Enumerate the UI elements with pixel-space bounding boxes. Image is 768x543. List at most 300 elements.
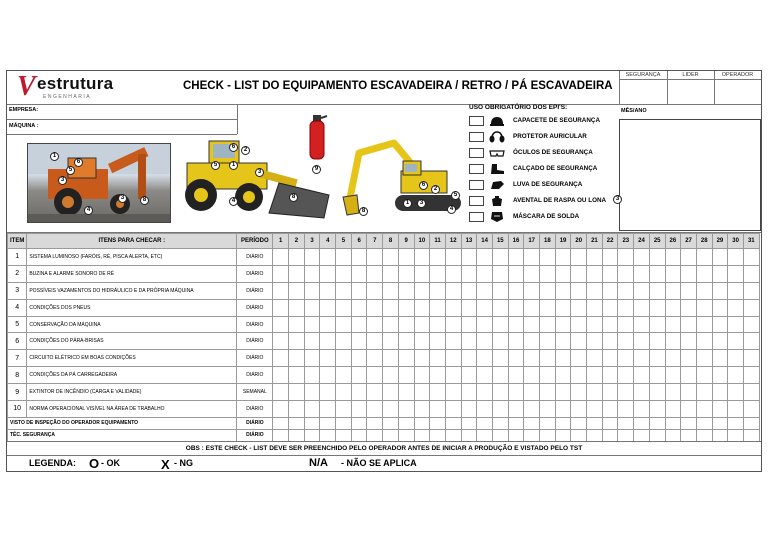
day-cell[interactable]: [728, 333, 744, 350]
day-cell[interactable]: [273, 249, 289, 266]
signature-field-lider[interactable]: [668, 80, 713, 103]
day-cell[interactable]: [414, 417, 430, 429]
day-cell[interactable]: [304, 249, 320, 266]
day-cell[interactable]: [524, 316, 540, 333]
day-cell[interactable]: [524, 282, 540, 299]
day-cell[interactable]: [430, 282, 446, 299]
day-cell[interactable]: [367, 367, 383, 384]
day-cell[interactable]: [304, 316, 320, 333]
day-cell[interactable]: [571, 401, 587, 418]
day-cell[interactable]: [445, 299, 461, 316]
day-cell[interactable]: [665, 417, 681, 429]
day-cell[interactable]: [367, 299, 383, 316]
day-cell[interactable]: [634, 299, 650, 316]
day-cell[interactable]: [398, 429, 414, 441]
day-cell[interactable]: [445, 429, 461, 441]
day-cell[interactable]: [587, 417, 603, 429]
day-cell[interactable]: [336, 333, 352, 350]
day-cell[interactable]: [398, 316, 414, 333]
day-cell[interactable]: [273, 429, 289, 441]
day-cell[interactable]: [602, 265, 618, 282]
epi-checkbox-luva[interactable]: [469, 180, 484, 190]
day-cell[interactable]: [649, 429, 665, 441]
day-cell[interactable]: [618, 384, 634, 401]
day-cell[interactable]: [430, 316, 446, 333]
day-cell[interactable]: [273, 350, 289, 367]
day-cell[interactable]: [351, 265, 367, 282]
day-cell[interactable]: [508, 282, 524, 299]
day-cell[interactable]: [477, 299, 493, 316]
day-cell[interactable]: [273, 299, 289, 316]
day-cell[interactable]: [383, 333, 399, 350]
day-cell[interactable]: [273, 401, 289, 418]
day-cell[interactable]: [367, 316, 383, 333]
day-cell[interactable]: [634, 401, 650, 418]
day-cell[interactable]: [461, 429, 477, 441]
day-cell[interactable]: [743, 299, 759, 316]
day-cell[interactable]: [477, 333, 493, 350]
day-cell[interactable]: [634, 316, 650, 333]
day-cell[interactable]: [571, 417, 587, 429]
day-cell[interactable]: [665, 265, 681, 282]
day-cell[interactable]: [618, 282, 634, 299]
day-cell[interactable]: [477, 429, 493, 441]
day-cell[interactable]: [492, 299, 508, 316]
day-cell[interactable]: [587, 265, 603, 282]
day-cell[interactable]: [383, 350, 399, 367]
day-cell[interactable]: [430, 429, 446, 441]
day-cell[interactable]: [618, 249, 634, 266]
day-cell[interactable]: [634, 282, 650, 299]
day-cell[interactable]: [728, 316, 744, 333]
day-cell[interactable]: [696, 282, 712, 299]
day-cell[interactable]: [728, 401, 744, 418]
day-cell[interactable]: [508, 367, 524, 384]
day-cell[interactable]: [681, 350, 697, 367]
day-cell[interactable]: [524, 299, 540, 316]
day-cell[interactable]: [618, 316, 634, 333]
day-cell[interactable]: [743, 417, 759, 429]
day-cell[interactable]: [508, 417, 524, 429]
day-cell[interactable]: [696, 384, 712, 401]
day-cell[interactable]: [524, 367, 540, 384]
day-cell[interactable]: [696, 429, 712, 441]
day-cell[interactable]: [681, 333, 697, 350]
day-cell[interactable]: [540, 282, 556, 299]
day-cell[interactable]: [634, 249, 650, 266]
day-cell[interactable]: [571, 316, 587, 333]
day-cell[interactable]: [555, 299, 571, 316]
day-cell[interactable]: [351, 316, 367, 333]
day-cell[interactable]: [524, 417, 540, 429]
day-cell[interactable]: [430, 265, 446, 282]
signature-field-seguranca[interactable]: [620, 80, 666, 103]
day-cell[interactable]: [398, 401, 414, 418]
day-cell[interactable]: [492, 384, 508, 401]
day-cell[interactable]: [602, 282, 618, 299]
day-cell[interactable]: [492, 249, 508, 266]
day-cell[interactable]: [696, 401, 712, 418]
day-cell[interactable]: [587, 384, 603, 401]
day-cell[interactable]: [320, 350, 336, 367]
day-cell[interactable]: [367, 249, 383, 266]
day-cell[interactable]: [602, 333, 618, 350]
day-cell[interactable]: [273, 316, 289, 333]
day-cell[interactable]: [712, 299, 728, 316]
day-cell[interactable]: [508, 316, 524, 333]
day-cell[interactable]: [461, 299, 477, 316]
day-cell[interactable]: [430, 384, 446, 401]
day-cell[interactable]: [649, 333, 665, 350]
day-cell[interactable]: [540, 333, 556, 350]
day-cell[interactable]: [728, 282, 744, 299]
day-cell[interactable]: [540, 265, 556, 282]
day-cell[interactable]: [273, 282, 289, 299]
day-cell[interactable]: [634, 429, 650, 441]
epi-checkbox-capacete[interactable]: [469, 116, 484, 126]
day-cell[interactable]: [289, 316, 305, 333]
day-cell[interactable]: [555, 401, 571, 418]
day-cell[interactable]: [445, 417, 461, 429]
day-cell[interactable]: [602, 417, 618, 429]
day-cell[interactable]: [320, 367, 336, 384]
day-cell[interactable]: [445, 350, 461, 367]
day-cell[interactable]: [728, 299, 744, 316]
day-cell[interactable]: [571, 384, 587, 401]
day-cell[interactable]: [492, 429, 508, 441]
day-cell[interactable]: [351, 401, 367, 418]
day-cell[interactable]: [649, 367, 665, 384]
day-cell[interactable]: [665, 429, 681, 441]
day-cell[interactable]: [618, 429, 634, 441]
day-cell[interactable]: [336, 417, 352, 429]
day-cell[interactable]: [398, 384, 414, 401]
day-cell[interactable]: [681, 429, 697, 441]
day-cell[interactable]: [524, 265, 540, 282]
day-cell[interactable]: [555, 367, 571, 384]
day-cell[interactable]: [336, 367, 352, 384]
day-cell[interactable]: [477, 316, 493, 333]
day-cell[interactable]: [461, 316, 477, 333]
day-cell[interactable]: [492, 350, 508, 367]
day-cell[interactable]: [304, 417, 320, 429]
day-cell[interactable]: [618, 265, 634, 282]
day-cell[interactable]: [430, 350, 446, 367]
day-cell[interactable]: [492, 282, 508, 299]
day-cell[interactable]: [508, 429, 524, 441]
day-cell[interactable]: [492, 367, 508, 384]
day-cell[interactable]: [665, 401, 681, 418]
day-cell[interactable]: [649, 265, 665, 282]
day-cell[interactable]: [320, 299, 336, 316]
day-cell[interactable]: [524, 384, 540, 401]
day-cell[interactable]: [273, 265, 289, 282]
day-cell[interactable]: [445, 316, 461, 333]
day-cell[interactable]: [743, 333, 759, 350]
day-cell[interactable]: [289, 384, 305, 401]
day-cell[interactable]: [492, 401, 508, 418]
day-cell[interactable]: [524, 429, 540, 441]
day-cell[interactable]: [477, 367, 493, 384]
day-cell[interactable]: [696, 350, 712, 367]
day-cell[interactable]: [445, 384, 461, 401]
day-cell[interactable]: [571, 249, 587, 266]
day-cell[interactable]: [351, 384, 367, 401]
day-cell[interactable]: [289, 429, 305, 441]
day-cell[interactable]: [320, 265, 336, 282]
day-cell[interactable]: [555, 282, 571, 299]
day-cell[interactable]: [524, 333, 540, 350]
day-cell[interactable]: [445, 249, 461, 266]
day-cell[interactable]: [712, 265, 728, 282]
epi-checkbox-avental[interactable]: [469, 196, 484, 206]
day-cell[interactable]: [712, 429, 728, 441]
day-cell[interactable]: [320, 282, 336, 299]
day-cell[interactable]: [540, 367, 556, 384]
day-cell[interactable]: [304, 282, 320, 299]
day-cell[interactable]: [508, 249, 524, 266]
day-cell[interactable]: [336, 265, 352, 282]
day-cell[interactable]: [304, 333, 320, 350]
day-cell[interactable]: [273, 367, 289, 384]
day-cell[interactable]: [602, 401, 618, 418]
day-cell[interactable]: [634, 417, 650, 429]
day-cell[interactable]: [665, 333, 681, 350]
day-cell[interactable]: [461, 333, 477, 350]
day-cell[interactable]: [665, 249, 681, 266]
day-cell[interactable]: [461, 265, 477, 282]
day-cell[interactable]: [712, 316, 728, 333]
day-cell[interactable]: [273, 417, 289, 429]
day-cell[interactable]: [383, 299, 399, 316]
day-cell[interactable]: [398, 249, 414, 266]
day-cell[interactable]: [649, 282, 665, 299]
day-cell[interactable]: [477, 282, 493, 299]
day-cell[interactable]: [430, 401, 446, 418]
day-cell[interactable]: [602, 299, 618, 316]
day-cell[interactable]: [508, 401, 524, 418]
day-cell[interactable]: [477, 417, 493, 429]
day-cell[interactable]: [540, 429, 556, 441]
day-cell[interactable]: [696, 316, 712, 333]
day-cell[interactable]: [681, 265, 697, 282]
day-cell[interactable]: [618, 367, 634, 384]
day-cell[interactable]: [461, 249, 477, 266]
day-cell[interactable]: [681, 282, 697, 299]
day-cell[interactable]: [414, 333, 430, 350]
day-cell[interactable]: [649, 401, 665, 418]
day-cell[interactable]: [508, 384, 524, 401]
day-cell[interactable]: [587, 282, 603, 299]
day-cell[interactable]: [681, 384, 697, 401]
day-cell[interactable]: [665, 350, 681, 367]
day-cell[interactable]: [712, 417, 728, 429]
day-cell[interactable]: [649, 384, 665, 401]
day-cell[interactable]: [728, 350, 744, 367]
day-cell[interactable]: [320, 249, 336, 266]
day-cell[interactable]: [336, 384, 352, 401]
day-cell[interactable]: [320, 316, 336, 333]
day-cell[interactable]: [445, 401, 461, 418]
day-cell[interactable]: [351, 367, 367, 384]
day-cell[interactable]: [555, 333, 571, 350]
day-cell[interactable]: [555, 249, 571, 266]
day-cell[interactable]: [320, 417, 336, 429]
day-cell[interactable]: [712, 249, 728, 266]
day-cell[interactable]: [477, 384, 493, 401]
day-cell[interactable]: [618, 350, 634, 367]
day-cell[interactable]: [540, 401, 556, 418]
day-cell[interactable]: [712, 401, 728, 418]
day-cell[interactable]: [492, 417, 508, 429]
day-cell[interactable]: [524, 401, 540, 418]
day-cell[interactable]: [602, 316, 618, 333]
day-cell[interactable]: [383, 265, 399, 282]
day-cell[interactable]: [587, 367, 603, 384]
day-cell[interactable]: [477, 350, 493, 367]
day-cell[interactable]: [743, 401, 759, 418]
day-cell[interactable]: [618, 417, 634, 429]
day-cell[interactable]: [681, 316, 697, 333]
day-cell[interactable]: [681, 299, 697, 316]
day-cell[interactable]: [367, 282, 383, 299]
day-cell[interactable]: [351, 417, 367, 429]
day-cell[interactable]: [602, 249, 618, 266]
day-cell[interactable]: [445, 333, 461, 350]
day-cell[interactable]: [351, 299, 367, 316]
day-cell[interactable]: [508, 333, 524, 350]
day-cell[interactable]: [289, 299, 305, 316]
day-cell[interactable]: [336, 299, 352, 316]
day-cell[interactable]: [336, 282, 352, 299]
day-cell[interactable]: [634, 265, 650, 282]
day-cell[interactable]: [383, 429, 399, 441]
day-cell[interactable]: [367, 265, 383, 282]
day-cell[interactable]: [728, 249, 744, 266]
epi-checkbox-protetor[interactable]: [469, 132, 484, 142]
day-cell[interactable]: [571, 350, 587, 367]
day-cell[interactable]: [587, 350, 603, 367]
day-cell[interactable]: [414, 265, 430, 282]
day-cell[interactable]: [320, 429, 336, 441]
day-cell[interactable]: [430, 367, 446, 384]
day-cell[interactable]: [461, 350, 477, 367]
day-cell[interactable]: [571, 265, 587, 282]
day-cell[interactable]: [351, 333, 367, 350]
day-cell[interactable]: [289, 367, 305, 384]
day-cell[interactable]: [461, 384, 477, 401]
day-cell[interactable]: [587, 316, 603, 333]
day-cell[interactable]: [304, 367, 320, 384]
day-cell[interactable]: [367, 384, 383, 401]
day-cell[interactable]: [696, 249, 712, 266]
day-cell[interactable]: [602, 350, 618, 367]
day-cell[interactable]: [351, 429, 367, 441]
day-cell[interactable]: [461, 282, 477, 299]
day-cell[interactable]: [398, 265, 414, 282]
day-cell[interactable]: [445, 282, 461, 299]
day-cell[interactable]: [398, 333, 414, 350]
maquina-field[interactable]: [47, 120, 235, 134]
day-cell[interactable]: [508, 350, 524, 367]
day-cell[interactable]: [743, 350, 759, 367]
day-cell[interactable]: [336, 316, 352, 333]
day-cell[interactable]: [508, 265, 524, 282]
day-cell[interactable]: [728, 367, 744, 384]
day-cell[interactable]: [728, 429, 744, 441]
day-cell[interactable]: [712, 384, 728, 401]
day-cell[interactable]: [351, 249, 367, 266]
day-cell[interactable]: [555, 384, 571, 401]
day-cell[interactable]: [351, 282, 367, 299]
day-cell[interactable]: [398, 367, 414, 384]
day-cell[interactable]: [273, 384, 289, 401]
day-cell[interactable]: [430, 333, 446, 350]
day-cell[interactable]: [320, 384, 336, 401]
day-cell[interactable]: [304, 265, 320, 282]
day-cell[interactable]: [289, 417, 305, 429]
day-cell[interactable]: [383, 367, 399, 384]
day-cell[interactable]: [336, 401, 352, 418]
day-cell[interactable]: [634, 367, 650, 384]
day-cell[interactable]: [398, 350, 414, 367]
day-cell[interactable]: [414, 401, 430, 418]
day-cell[interactable]: [649, 316, 665, 333]
empresa-field[interactable]: [47, 105, 235, 119]
day-cell[interactable]: [367, 350, 383, 367]
day-cell[interactable]: [383, 316, 399, 333]
day-cell[interactable]: [587, 429, 603, 441]
day-cell[interactable]: [649, 249, 665, 266]
day-cell[interactable]: [665, 316, 681, 333]
day-cell[interactable]: [649, 417, 665, 429]
day-cell[interactable]: [571, 299, 587, 316]
day-cell[interactable]: [414, 350, 430, 367]
day-cell[interactable]: [618, 299, 634, 316]
day-cell[interactable]: [304, 299, 320, 316]
day-cell[interactable]: [336, 249, 352, 266]
day-cell[interactable]: [696, 417, 712, 429]
day-cell[interactable]: [681, 249, 697, 266]
day-cell[interactable]: [555, 350, 571, 367]
day-cell[interactable]: [304, 384, 320, 401]
day-cell[interactable]: [289, 401, 305, 418]
epi-checkbox-calcado[interactable]: [469, 164, 484, 174]
day-cell[interactable]: [320, 333, 336, 350]
day-cell[interactable]: [540, 249, 556, 266]
day-cell[interactable]: [555, 316, 571, 333]
day-cell[interactable]: [649, 350, 665, 367]
day-cell[interactable]: [304, 401, 320, 418]
day-cell[interactable]: [461, 417, 477, 429]
day-cell[interactable]: [351, 350, 367, 367]
day-cell[interactable]: [414, 249, 430, 266]
day-cell[interactable]: [540, 384, 556, 401]
day-cell[interactable]: [571, 429, 587, 441]
day-cell[interactable]: [665, 367, 681, 384]
day-cell[interactable]: [367, 333, 383, 350]
day-cell[interactable]: [618, 333, 634, 350]
day-cell[interactable]: [398, 299, 414, 316]
day-cell[interactable]: [634, 333, 650, 350]
day-cell[interactable]: [696, 265, 712, 282]
day-cell[interactable]: [414, 282, 430, 299]
day-cell[interactable]: [445, 367, 461, 384]
epi-checkbox-mascara[interactable]: [469, 212, 484, 222]
day-cell[interactable]: [555, 265, 571, 282]
day-cell[interactable]: [587, 401, 603, 418]
day-cell[interactable]: [461, 401, 477, 418]
